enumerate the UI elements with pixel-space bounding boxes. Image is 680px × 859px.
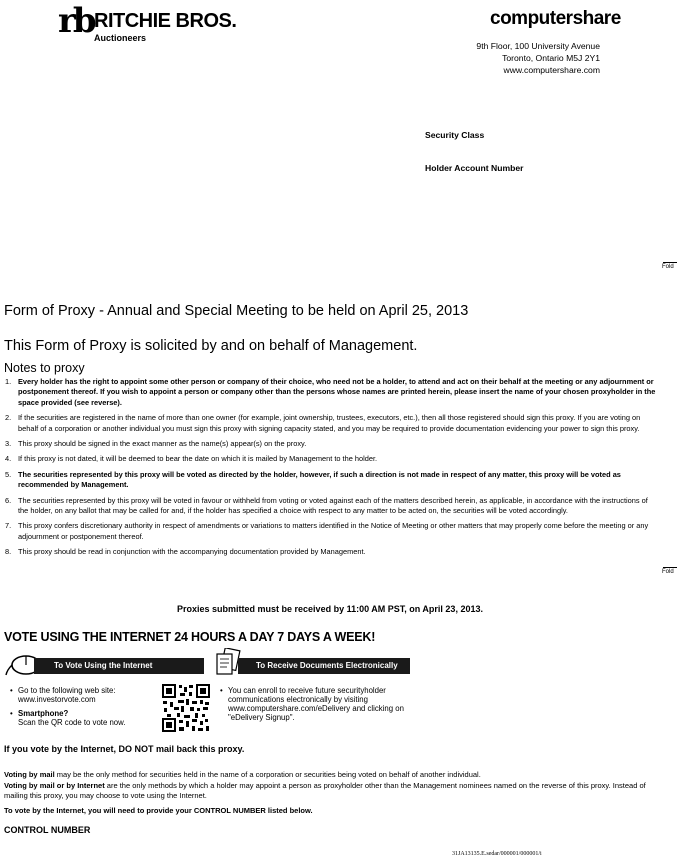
note-text: The securities represented by this proxy will be voted in favour or withheld from voting or voted against each of the matters described herein, as applicable, in accordance with the instructions of the holder, on any ballot that may be called for and, if the holder has specified a choice with respect to any matter to be acted on, the securities will be voted accordingly. [18, 495, 648, 516]
form-title: Form of Proxy - Annual and Special Meeting to be held on April 25, 2013 [4, 303, 469, 319]
security-class-label: Security Class [425, 130, 485, 140]
computershare-address [476, 40, 600, 76]
internet-vote-banner [34, 658, 204, 674]
notes-list [0, 377, 660, 563]
edelivery-banner [238, 658, 410, 674]
control-number-note: To vote by the Internet, you will need to provide your CONTROL NUMBER listed below. [4, 806, 313, 815]
holder-account-label: Holder Account Number [425, 163, 524, 173]
address-line-1: 9th Floor, 100 University Avenue [476, 41, 600, 51]
edelivery-url-line[interactable]: www.computershare.com/eDelivery and clicking on [228, 704, 404, 713]
website-instruction: Go to the following web site: [18, 686, 116, 695]
mail-vote-bold: Voting by mail [4, 770, 55, 779]
rb-logo-mark: rb [58, 1, 94, 41]
mail-internet-bold: Voting by mail or by Internet [4, 781, 105, 790]
smartphone-instruction: Scan the QR code to vote now. [18, 718, 126, 727]
note-number: 1. [5, 377, 12, 386]
note-item [0, 454, 660, 464]
smartphone-label: Smartphone? [18, 709, 69, 718]
website-url[interactable]: www.investorvote.com [18, 695, 96, 704]
address-line-3: www.computershare.com [503, 65, 600, 75]
note-text: This proxy should be signed in the exact manner as the name(s) appear(s) on the proxy. [18, 439, 307, 449]
note-text: If this proxy is not dated, it will be deemed to bear the date on which it is mailed by Management to the holder. [18, 454, 378, 464]
edelivery-line: "eDelivery Signup". [228, 713, 295, 722]
note-item [0, 521, 660, 542]
vote-heading: VOTE USING THE INTERNET 24 HOURS A DAY 7 DAYS A WEEK! [4, 630, 376, 644]
note-text: This proxy should be read in conjunction with the accompanying documentation provided by Management. [18, 547, 366, 557]
bullet-dot: • [10, 686, 13, 695]
notes-heading: Notes to proxy [4, 361, 85, 375]
note-text: Every holder has the right to appoint some other person or company of their choice, who need not be a holder, to attend and act on their behalf at the meeting or any adjournment or postponement thereof. If you wish to appoint a person or company other than the persons whose names are printed herein, please insert the name of your chosen proxyholder in the space provided (see reverse). [18, 377, 656, 407]
control-number-label: CONTROL NUMBER [4, 825, 91, 835]
mail-internet-text: are the only methods by which a holder may appoint a person as proxyholder other than the Management nominees named on the reverse of this proxy. Instead of mailing this proxy, you may choose to vote using the Internet. [4, 781, 646, 800]
note-text: The securities represented by this proxy will be voted as directed by the holder, however, if such a direction is not made in respect of any matter, this proxy will be voted as recommended by Management. [18, 469, 621, 490]
bullet-dot: • [10, 709, 13, 718]
mail-internet-note [4, 781, 654, 801]
internet-vote-banner-text: To Vote Using the Internet [54, 661, 153, 670]
note-text: This proxy confers discretionary authority in respect of amendments or variations to matters identified in the Notice of Meeting or other matters that may properly come before the meeting or any adjournment or postponement thereof. [18, 521, 649, 541]
edelivery-bullet [220, 686, 420, 722]
document-code: 31JA13135.E.sedar/000001/000001/i [452, 851, 542, 857]
computershare-logo [490, 8, 621, 30]
note-item [0, 413, 660, 434]
proxy-deadline: Proxies submitted must be received by 11:00 AM PST, on April 23, 2013. [177, 604, 483, 614]
mail-vote-note [4, 770, 654, 780]
note-item [0, 470, 660, 491]
rb-logo-name: RITCHIE BROS. [94, 10, 237, 32]
edelivery-banner-text: To Receive Documents Electronically [256, 661, 398, 670]
rb-logo-sub: Auctioneers [94, 33, 147, 43]
qr-code-icon[interactable] [162, 684, 210, 732]
edelivery-line: You can enroll to receive future securityholder [228, 686, 386, 695]
note-number: 2. [5, 413, 12, 423]
ritchie-bros-logo [58, 1, 238, 46]
smartphone-bullet [10, 709, 160, 727]
note-item [0, 496, 660, 517]
mail-vote-text: may be the only method for securities held in the name of a corporation or securities being voted on behalf of another individual. [54, 770, 481, 779]
note-item [0, 377, 660, 408]
note-number: 4. [5, 454, 12, 464]
fold-line-bottom [663, 567, 677, 568]
note-text: If the securities are registered in the name of more than one owner (for example, joint ownership, trustees, executors, etc.), then all those registered should sign this proxy. If you are voting on behalf of a corporation or another individual you must sign this proxy with signing capacity stated, and you may be required to provide documentation evidencing your power to sign this proxy. [18, 413, 641, 433]
note-number: 7. [5, 521, 12, 531]
note-number: 6. [5, 495, 12, 505]
fold-line-top [663, 262, 677, 263]
edelivery-line: communications electronically by visiting [228, 695, 368, 704]
note-number: 3. [5, 439, 12, 449]
form-subtitle: This Form of Proxy is solicited by and on behalf of Management. [4, 338, 418, 354]
note-item [0, 547, 660, 557]
note-number: 5. [5, 469, 12, 479]
fold-label-top: Fold [662, 264, 674, 270]
bullet-dot: • [220, 686, 223, 695]
address-line-2: Toronto, Ontario M5J 2Y1 [502, 53, 600, 63]
note-number: 8. [5, 547, 12, 557]
website-bullet [10, 686, 160, 704]
computershare-logo-text: computershare [490, 8, 621, 29]
fold-label-bottom: Fold [662, 569, 674, 575]
note-item [0, 439, 660, 449]
do-not-mail-notice: If you vote by the Internet, DO NOT mail back this proxy. [4, 744, 245, 754]
